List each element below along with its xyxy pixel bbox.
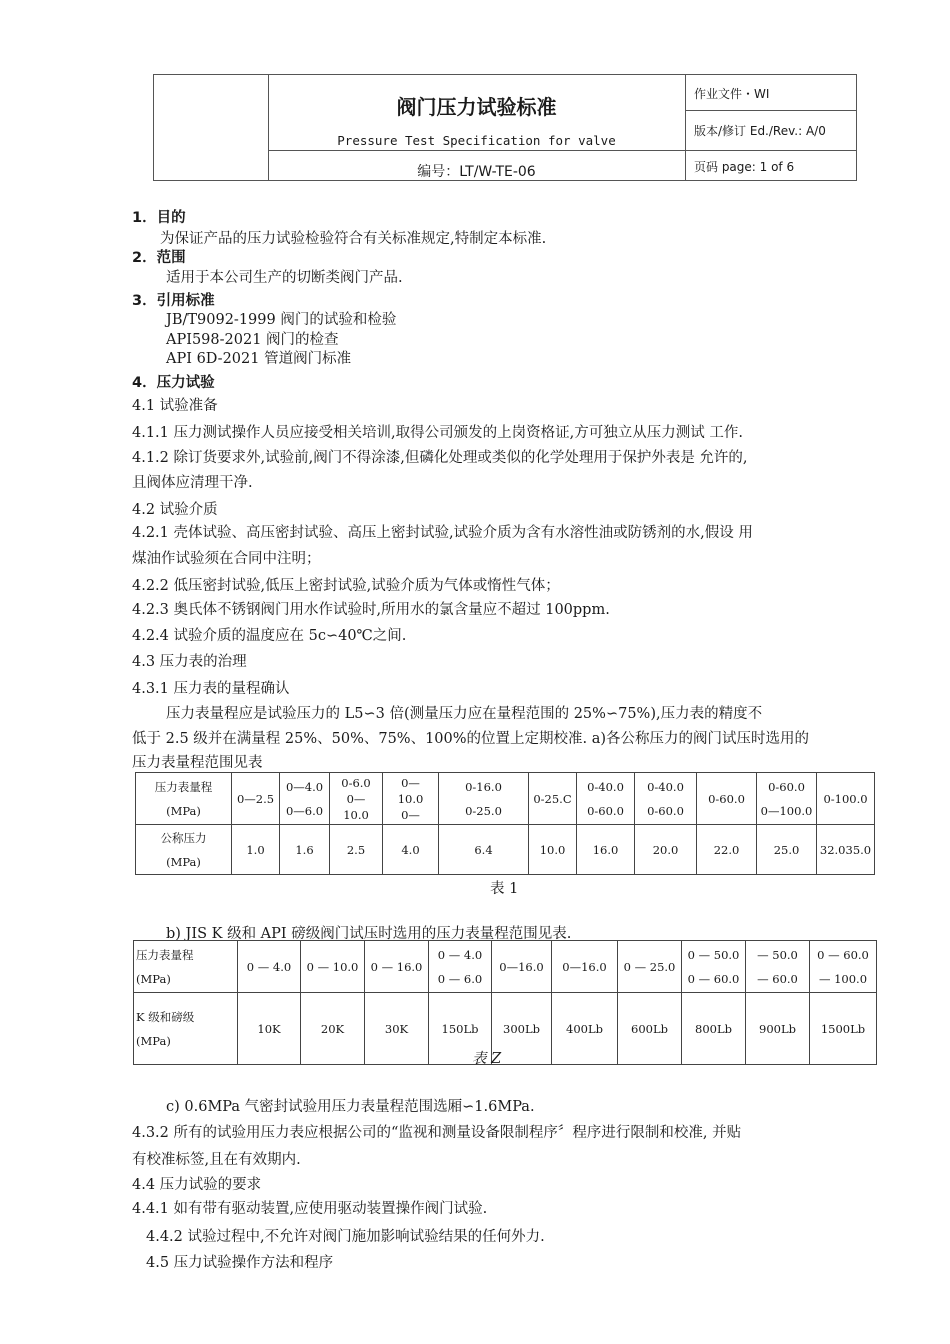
table-row-label: 压力表量程 (MPa) <box>136 773 232 825</box>
section-2-text: 适用于本公司生产的切断类阀门产品. <box>166 270 403 286</box>
para-4-4: 4.4 压力试验的要求 <box>132 1177 262 1193</box>
para-4-3-1-text-2: 低于 2.5 级并在满量程 25%、50%、75%、100%的位置上定期校准. a)各公称压力的阀门试压时选用的 <box>132 731 810 747</box>
table-cell: 20.0 <box>635 825 697 875</box>
table-cell: 0 — 10.0 <box>301 941 365 993</box>
pressure-gauge-table-1 <box>135 772 875 875</box>
table-cell: 0 — 25.0 <box>618 941 682 993</box>
table-row-label: K 级和磅级 (MPa) <box>134 993 238 1065</box>
para-4-3-1-text-3: 压力表量程范围见表 <box>132 755 263 771</box>
table-cell: 0-25.C <box>529 773 577 825</box>
para-4-3: 4.3 压力表的治理 <box>132 654 247 670</box>
meta-block <box>685 75 857 180</box>
document-number: 编号：LT/W-TE-06 <box>417 164 536 180</box>
table-cell: — 50.0 — 60.0 <box>746 941 810 993</box>
document-header <box>153 74 857 181</box>
table-cell: 150Lb <box>429 993 492 1065</box>
para-4-2-2: 4.2.2 低压密封试验,低压上密封试验,试验介质为气体或惰性气体； <box>132 578 560 594</box>
page-number: 页码 page: 1 of 6 <box>694 160 795 174</box>
table-cell: 25.0 <box>757 825 817 875</box>
pressure-gauge-table-2 <box>133 940 877 1065</box>
table-cell: 0-40.0 0-60.0 <box>577 773 635 825</box>
table-cell: 0 — 4.0 0 — 6.0 <box>429 941 492 993</box>
table-cell: 0-60.0 <box>697 773 757 825</box>
table-cell: 1.0 <box>232 825 280 875</box>
table-cell: 0— 10.0 0— <box>383 773 439 825</box>
section-2-title: 2．范围 <box>132 250 186 266</box>
table-cell: 0—2.5 <box>232 773 280 825</box>
table-cell: 30K <box>365 993 429 1065</box>
reference-item: API 6D-2021 管道阀门标准 <box>166 351 352 367</box>
para-4-5: 4.5 压力试验操作方法和程序 <box>146 1255 334 1271</box>
table-cell: 0-6.0 0— 10.0 <box>330 773 383 825</box>
reference-item: JB/T9092-1999 阀门的试验和检验 <box>166 312 397 328</box>
para-4-2-1: 4.2.1 壳体试验、高压密封试验、高压上密封试验,试验介质为含有水溶性油或防锈剂的水,假设 用 <box>132 525 753 541</box>
para-4-3-2-cont: 有校准标签,且在有效期内. <box>132 1152 301 1168</box>
table-cell: 22.0 <box>697 825 757 875</box>
para-4-2-1-cont: 煤油作试验须在合同中注明； <box>132 551 321 567</box>
para-4-3-2: 4.3.2 所有的试验用压力表应根据公司的“监视和测量设备限制程序〞程序进行限制和校准, 并贴 <box>132 1125 742 1141</box>
revision: 版本/修订 Ed./Rev.: A/0 <box>694 124 826 138</box>
table-cell: 0 — 60.0 — 100.0 <box>810 941 877 993</box>
para-4-4-1: 4.4.1 如有带有驱动装置,应使用驱动装置操作阀门试验. <box>132 1201 488 1217</box>
document-subtitle: Pressure Test Specification for valve <box>337 133 616 148</box>
title-block <box>268 75 685 180</box>
section-1-text: 为保证产品的压力试验检验符合有关标准规定,特制定本标准. <box>160 231 547 247</box>
table-cell: 400Lb <box>552 993 618 1065</box>
table-row <box>134 993 877 1065</box>
table-cell: 0-60.0 0—100.0 <box>757 773 817 825</box>
table-cell: 300Lb <box>492 993 552 1065</box>
table-cell: 1500Lb <box>810 993 877 1065</box>
table-cell: 16.0 <box>577 825 635 875</box>
table-row <box>134 941 877 993</box>
para-4-4-2: 4.4.2 试验过程中,不允许对阀门施加影响试验结果的任何外力. <box>146 1229 545 1245</box>
table-cell: 0-40.0 0-60.0 <box>635 773 697 825</box>
table-cell: 0—4.0 0—6.0 <box>280 773 330 825</box>
table-cell: 10.0 <box>529 825 577 875</box>
table-row-label: 公称压力 (MPa) <box>136 825 232 875</box>
table-cell: 0—16.0 <box>492 941 552 993</box>
para-4-2-4: 4.2.4 试验介质的温度应在 5c∽40℃之间. <box>132 628 407 644</box>
table-2-caption: 表 Z <box>472 1051 502 1067</box>
para-4-2-3: 4.2.3 奥氏体不锈钢阀门用水作试验时,所用水的氯含量应不超过 100ppm. <box>132 602 610 618</box>
section-1-title: 1．目的 <box>132 210 186 226</box>
logo-cell <box>154 75 269 180</box>
para-4-1-1: 4.1.1 压力测试操作人员应接受相关培训,取得公司颁发的上岗资格证,方可独立从压力测试 工作. <box>132 425 743 441</box>
table-cell: 32.035.0 <box>817 825 875 875</box>
para-4-1-2-cont: 且阀体应清理干净. <box>132 475 253 491</box>
para-b-intro: b) JIS K 级和 API 磅级阀门试压时选用的压力表量程范围见表. <box>166 926 572 942</box>
table-cell: 600Lb <box>618 993 682 1065</box>
table-cell: 1.6 <box>280 825 330 875</box>
table-cell: 4.0 <box>383 825 439 875</box>
para-c: c) 0.6MPa 气密封试验用压力表量程范围选厢∽1.6MPa. <box>166 1099 535 1115</box>
table-cell: 0—16.0 <box>552 941 618 993</box>
table-cell: 6.4 <box>439 825 529 875</box>
doc-type: 作业文件・WI <box>694 87 770 101</box>
table-cell: 0 — 50.0 0 — 60.0 <box>682 941 746 993</box>
table-1-caption: 表 1 <box>490 881 519 897</box>
table-cell: 0 — 4.0 <box>238 941 301 993</box>
table-cell: 0 — 16.0 <box>365 941 429 993</box>
table-cell: 900Lb <box>746 993 810 1065</box>
para-4-3-1: 4.3.1 压力表的量程确认 <box>132 681 290 697</box>
table-cell: 20K <box>301 993 365 1065</box>
table-row <box>136 825 875 875</box>
document-title: 阀门压力试验标准 <box>396 95 557 119</box>
para-4-1: 4.1 试验准备 <box>132 398 218 414</box>
table-cell: 800Lb <box>682 993 746 1065</box>
para-4-3-1-text: 压力表量程应是试验压力的 L5∽3 倍(测量压力应在量程范围的 25%∽75%),压力表的精度不 <box>166 706 763 722</box>
para-4-1-2: 4.1.2 除订货要求外,试验前,阀门不得涂漆,但磷化处理或类似的化学处理用于保护外表是 允许的, <box>132 450 748 466</box>
table-cell: 0-16.0 0-25.0 <box>439 773 529 825</box>
para-4-2: 4.2 试验介质 <box>132 502 218 518</box>
section-3-title: 3．引用标准 <box>132 293 215 309</box>
reference-item: API598-2021 阀门的检查 <box>166 332 339 348</box>
table-row <box>136 773 875 825</box>
table-cell: 0-100.0 <box>817 773 875 825</box>
table-cell: 10K <box>238 993 301 1065</box>
table-row-label: 压力表量程 (MPa) <box>134 941 238 993</box>
table-cell: 2.5 <box>330 825 383 875</box>
section-4-title: 4．压力试验 <box>132 375 215 391</box>
